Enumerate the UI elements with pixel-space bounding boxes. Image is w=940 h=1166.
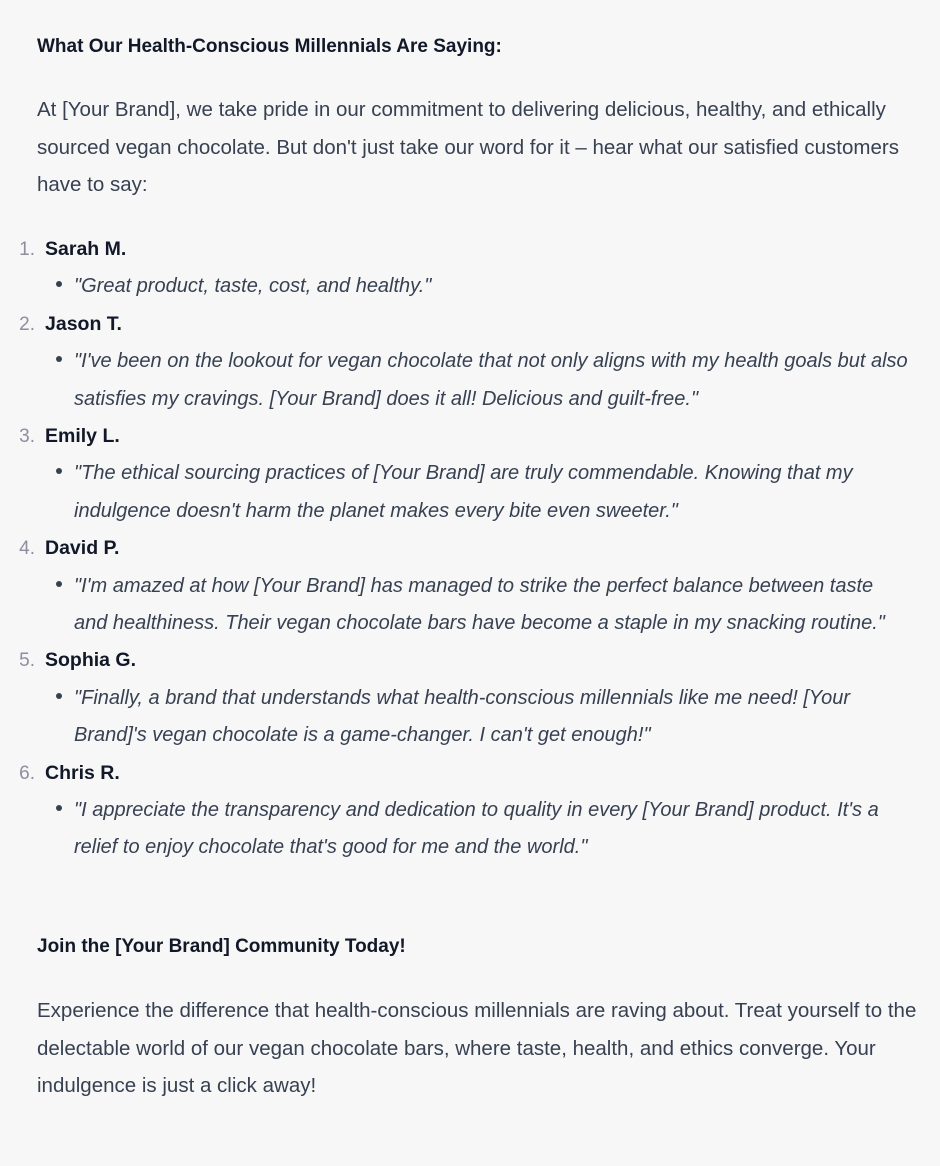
testimonial-item (0, 306, 940, 418)
closing-paragraph: Experience the difference that health-conscious millennials are raving about. Treat yourself to the delectable world of our vegan chocolate bars, where taste, health, and ethics converge. Your indulgence is just a click away! (37, 999, 917, 1097)
testimonial-item (0, 755, 940, 867)
list-number: 5. (19, 650, 35, 672)
customer-name: Emily L. (45, 425, 120, 447)
bullet-icon (56, 281, 62, 287)
testimonial-item (0, 418, 940, 530)
customer-name: Sophia G. (45, 649, 137, 672)
testimonial-quote: "I've been on the lookout for vegan chocolate that not only aligns with my health goals but also satisfies my cravings. [Your Brand] does it all! Delicious and guilt-free." (74, 350, 908, 410)
testimonial-quote: "Finally, a brand that understands what health-conscious millennials like me need! [Your Brand]'s vegan chocolate is a game-changer. I can't get enough!" (74, 686, 851, 747)
customer-name: Chris R. (45, 761, 120, 784)
testimonials-heading: What Our Health-Conscious Millennials Are Saying: (37, 36, 502, 57)
testimonial-list (0, 231, 940, 867)
testimonial-item (0, 231, 940, 306)
list-number: 3. (19, 426, 35, 447)
testimonial-quote: "I appreciate the transparency and dedication to quality in every [Your Brand] product. It's a relief to enjoy chocolate that's good for me and the world." (74, 799, 879, 859)
intro-paragraph: At [Your Brand], we take pride in our commitment to delivering delicious, healthy, and ethically sourced vegan chocolate. But don't just take our word for it – hear what our satisfied customers have to say: (37, 98, 899, 196)
bullet-icon (56, 468, 62, 474)
bullet-icon (56, 693, 62, 699)
customer-name: Sarah M. (45, 238, 127, 260)
testimonial-item (0, 642, 940, 754)
list-number: 4. (19, 538, 35, 560)
testimonial-quote: "I'm amazed at how [Your Brand] has managed to strike the perfect balance between taste and healthiness. Their vegan chocolate bars have become a staple in my snacking routine." (74, 574, 885, 634)
bullet-icon (56, 581, 62, 587)
customer-name: Jason T. (45, 312, 122, 335)
testimonial-item (0, 530, 940, 642)
list-number: 1. (19, 239, 35, 260)
testimonial-quote: "The ethical sourcing practices of [Your Brand] are truly commendable. Knowing that my indulgence doesn't harm the planet makes every bite even sweeter." (74, 462, 853, 522)
list-number: 6. (19, 762, 35, 784)
bullet-icon (56, 805, 62, 811)
community-heading: Join the [Your Brand] Community Today! (37, 936, 406, 957)
testimonial-quote: "Great product, taste, cost, and healthy." (74, 275, 432, 298)
bullet-icon (56, 356, 62, 362)
list-number: 2. (19, 313, 35, 335)
customer-name: David P. (45, 537, 120, 560)
